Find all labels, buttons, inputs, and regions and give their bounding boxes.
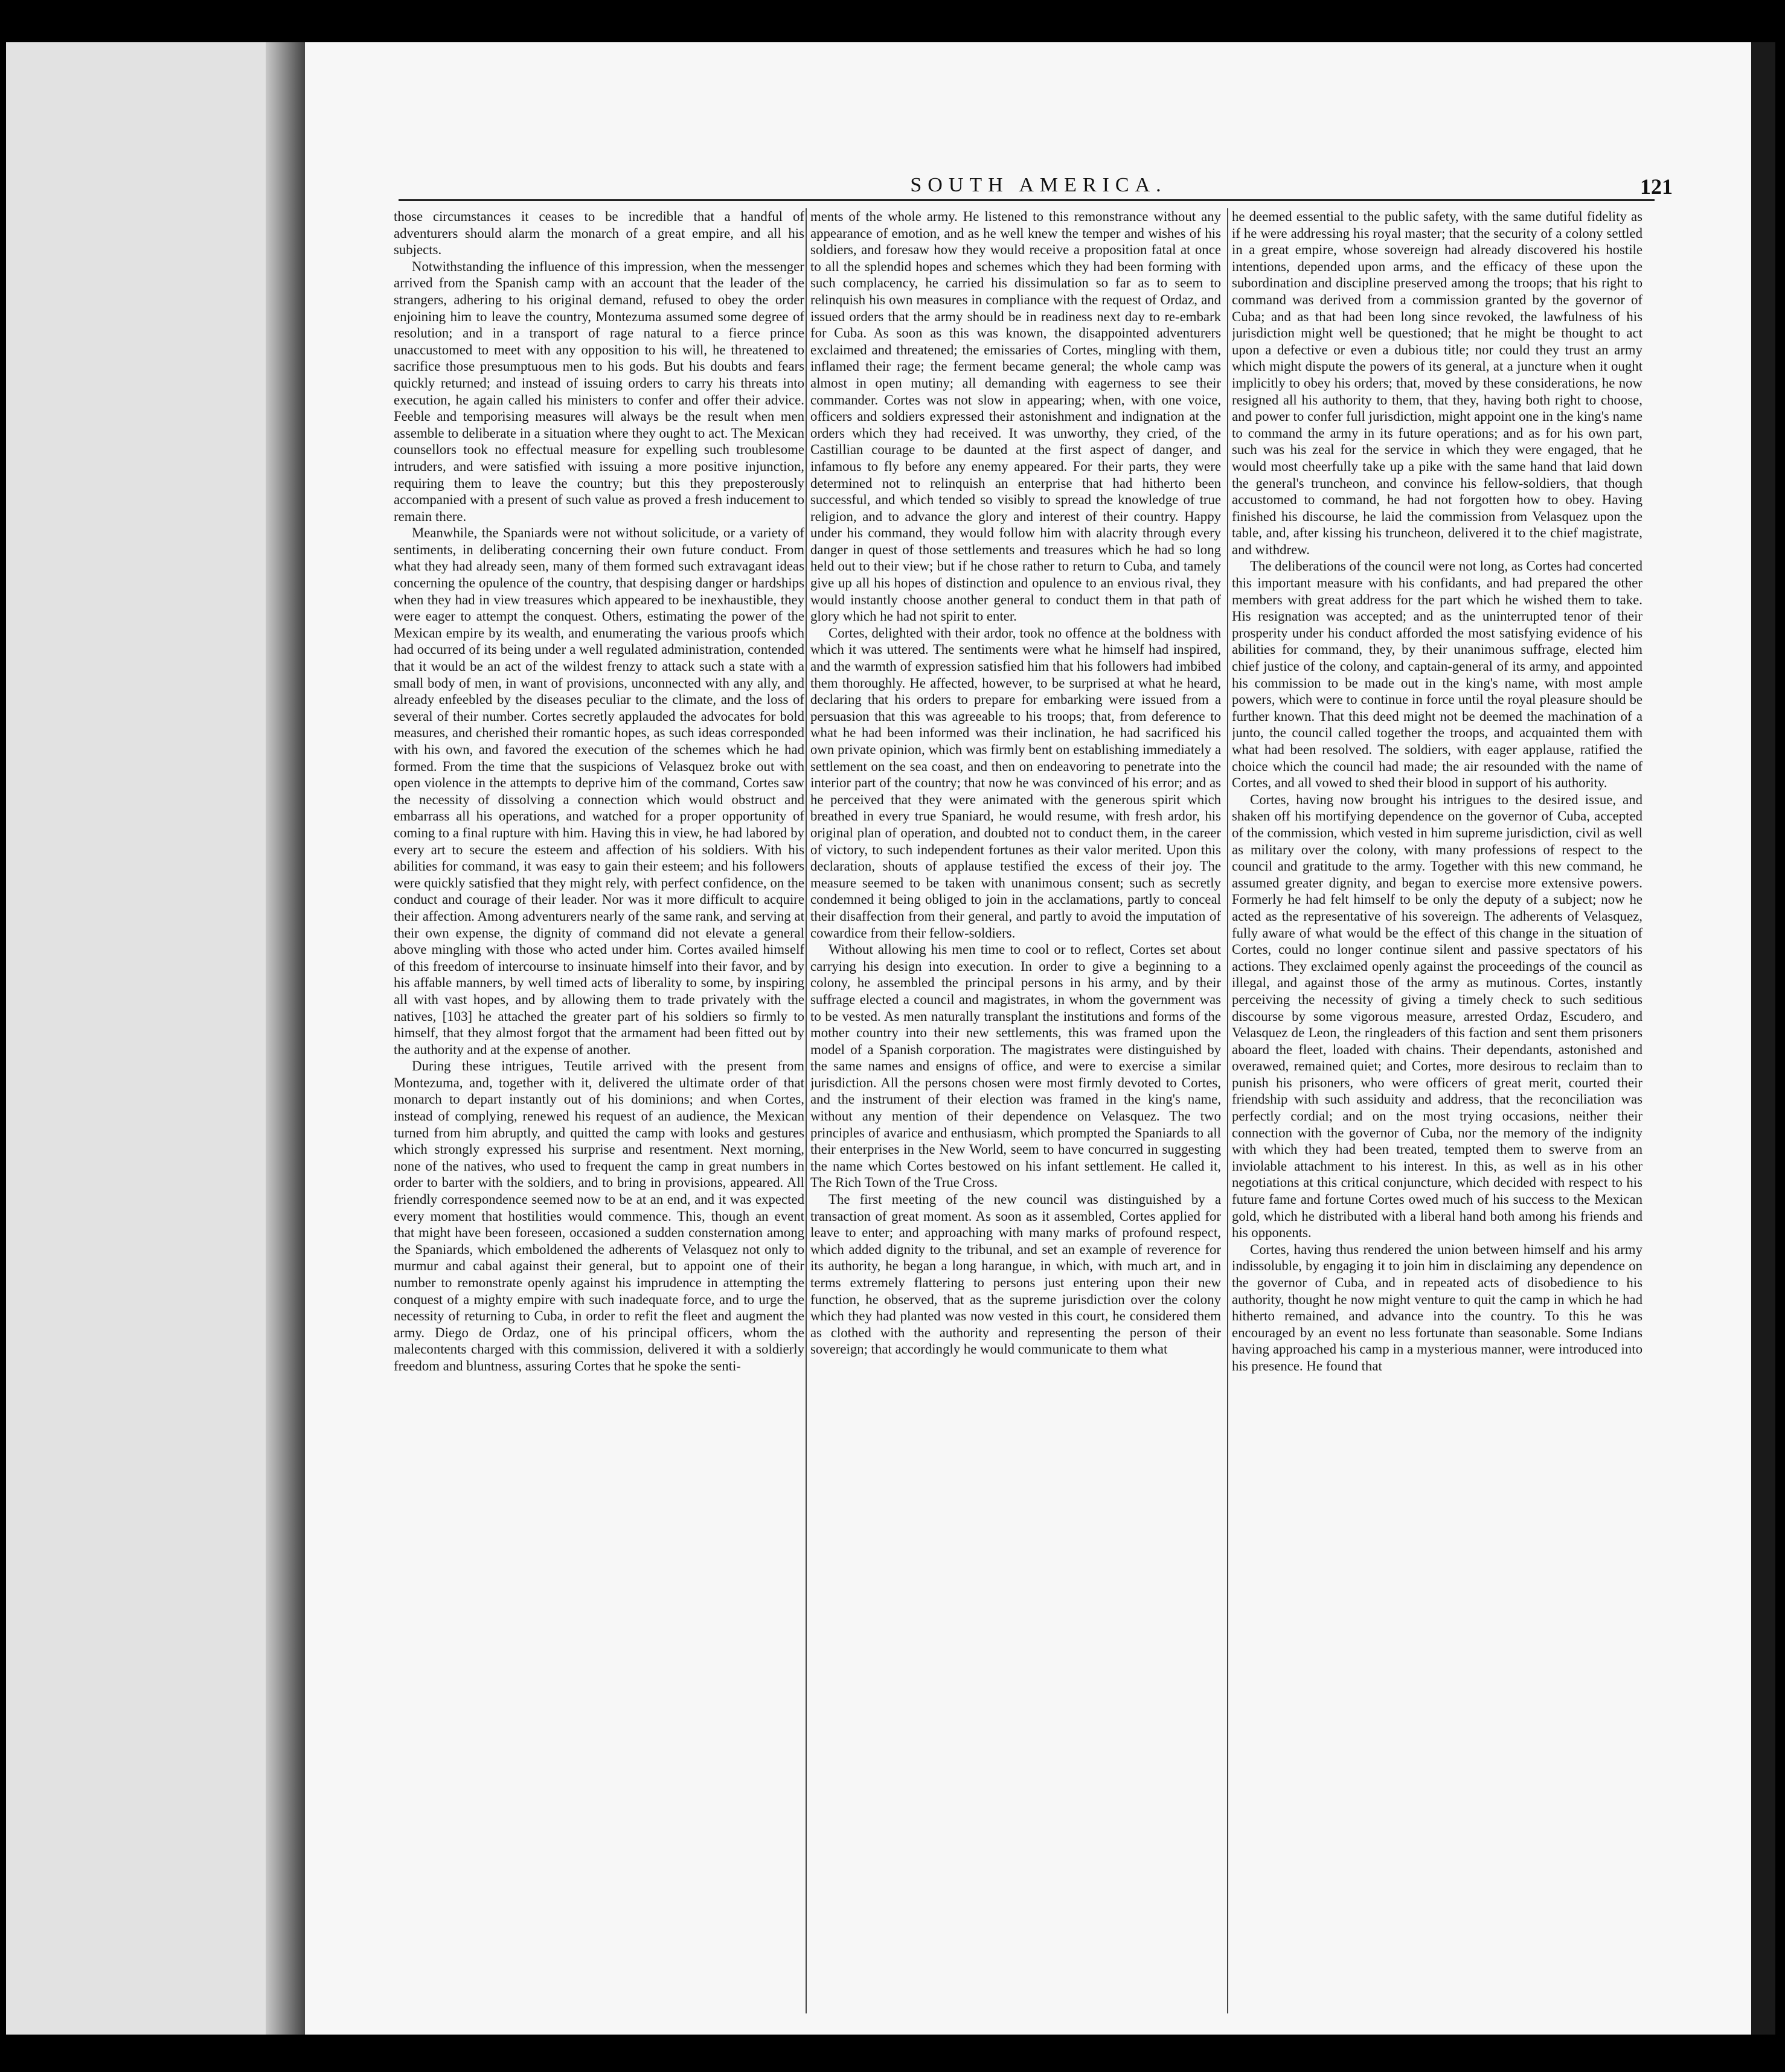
- column-rule: [806, 208, 807, 2013]
- facing-page: [6, 42, 269, 2035]
- column-rule: [1227, 208, 1228, 2013]
- paragraph: Meanwhile, the Spaniards were not without solicitude, or a variety of sentiments, in deliberating concerning their own future conduct. From what they had already seen, many of them formed such extravagant ideas concerning the opulence of the country, that despising danger or hardships when they had in view treasures which appeared to be inexhaustible, they were eager to attempt the conquest. Others, estimating the power of the Mexican empire by its wealth, and enumerating the various proofs which had occurred of its being under a well regulated administration, contended that it would be an act of the wildest frenzy to attack such a state with a small body of men, in want of provisions, unconnected with any ally, and already enfeebled by the diseases peculiar to the climate, and the loss of several of their number. Cortes secretly applauded the advocates for bold measures, and cherished their romantic hopes, as such ideas corresponded with his own, and favored the execution of the schemes which he had formed. From the time that the suspicions of Velasquez broke out with open violence in the attempts to deprive him of the command, Cortes saw the necessity of dissolving a connection which would obstruct and embarrass all his operations, and watched for a proper opportunity of coming to a final rupture with him. Having this in view, he had labored by every art to secure the esteem and affection of his soldiers. With his abilities for command, it was easy to gain their esteem; and his followers were quickly satisfied that they might rely, with perfect confidence, on the conduct and courage of their leader. Nor was it more difficult to acquire their affection. Among adventurers nearly of the same rank, and serving at their own expense, the dignity of command did not elevate a general above mingling with those who acted under him. Cortes availed himself of this freedom of intercourse to insinuate himself into their favor, and by his affable manners, by well timed acts of liberality to some, by inspiring all with vast hopes, and by allowing them to trade privately with the natives, [103] he attached the greater part of his soldiers so firmly to himself, that they almost forgot that the armament had been fitted out by the authority and at the expense of another.: [394, 525, 804, 1057]
- paragraph: Cortes, having thus rendered the union between himself and his army indissoluble, by engaging it to join him in disclaiming any dependence on the governor of Cuba, and in repeated acts of disobedience to his authority, thought he now might venture to quit the camp in which he had hitherto remained, and advance into the country. To this he was encouraged by an event no less fortunate than seasonable. Some Indians having approached his camp in a mysterious manner, were introduced into his presence. He found that: [1232, 1241, 1642, 1373]
- text-column-2: [810, 208, 1221, 2013]
- paragraph: The deliberations of the council were not long, as Cortes had concerted this important measure with his confidants, and had prepared the other members with great address for the part which he wished them to take. His resignation was accepted; and as the uninterrupted tenor of their prosperity under his conduct afforded the most satisfying evidence of his abilities for command, they, by their unanimous suffrage, elected him chief justice of the colony, and captain-general of its army, and appointed his commission to be made out in the king's name, with most ample powers, which were to continue in force until the royal pleasure should be further known. That this deed might not be deemed the machination of a junto, the council called together the troops, and acquainted them with what had been resolved. The soldiers, with eager applause, ratified the choice which the council had made; the air resounded with the name of Cortes, and all vowed to shed their blood in support of his authority.: [1232, 558, 1642, 791]
- paragraph: Notwithstanding the influence of this impression, when the messenger arrived from the Spanish camp with an account that the leader of the strangers, adhering to his original demand, refused to obey the order enjoining him to leave the country, Montezuma assumed some degree of resolution; and in a transport of rage natural to a fierce prince unaccustomed to meet with any opposition to his will, he threatened to sacrifice those presumptuous men to his gods. But his doubts and fears quickly returned; and instead of issuing orders to carry his threats into execution, he again called his ministers to confer and offer their advice. Feeble and temporising measures will always be the result when men assemble to deliberate in a situation where they ought to act. The Mexican counsellors took no effectual measure for expelling such troublesome intruders, and were satisfied with issuing a more positive injunction, requiring them to leave the country; but this they preposterously accompanied with a present of such value as proved a fresh inducement to remain there.: [394, 258, 804, 524]
- paragraph: Without allowing his men time to cool or to reflect, Cortes set about carrying his design into execution. In order to give a beginning to a colony, he assembled the principal persons in his army, and by their suffrage elected a council and magistrates, in whom the government was to be vested. As men naturally transplant the institutions and forms of the mother country into their new settlements, this was framed upon the model of a Spanish corporation. The magistrates were distinguished by the same names and ensigns of office, and were to exercise a similar jurisdiction. All the persons chosen were most firmly devoted to Cortes, and the instrument of their election was framed in the king's name, without any mention of their dependence on Velasquez. The two principles of avarice and enthusiasm, which prompted the Spaniards to all their enterprises in the New World, seem to have concurred in suggesting the name which Cortes bestowed on his infant settlement. He called it, The Rich Town of the True Cross.: [810, 942, 1221, 1191]
- paragraph: The first meeting of the new council was distinguished by a transaction of great moment. As soon as it assembled, Cortes applied for leave to enter; and approaching with many marks of profound respect, which added dignity to the tribunal, and set an example of reverence for its authority, he began a long harangue, in which, with much art, and in terms extremely flattering to persons just entering upon their new function, he observed, that as the supreme jurisdiction over the colony which they had planted was now vested in this court, he considered them as clothed with the authority and representing the person of their sovereign; that accordingly he would communicate to them what: [810, 1192, 1221, 1357]
- paragraph: he deemed essential to the public safety, with the same dutiful fidelity as if he were addressing his royal master; that the security of a colony settled in a great empire, whose sovereign had already discovered his hostile intentions, depended upon arms, and the efficacy of these upon the subordination and discipline preserved among the troops; that his right to command was derived from a commission granted by the governor of Cuba; and as that had been long since revoked, the lawfulness of his jurisdiction might well be questioned; that he might be thought to act upon a defective or even a dubious title; nor could they trust an army which might dispute the powers of its general, at a juncture when it ought implicitly to obey his orders; that, moved by these considerations, he now resigned all his authority to them, that they, having both right to choose, and power to confer full jurisdiction, might appoint one in the king's name to command the army in its future operations; and as for his own part, such was his zeal for the service in which they were engaged, that he would most cheerfully take up a pike with the same hand that laid down the general's truncheon, and convince his fellow-soldiers, that though accustomed to command, he had not forgotten how to obey. Having finished his discourse, he laid the commission from Velasquez upon the table, and, after kissing his truncheon, delivered it to the chief magistrate, and withdrew.: [1232, 209, 1642, 557]
- paragraph: During these intrigues, Teutile arrived with the present from Montezuma, and, together with it, delivered the ultimate order of that monarch to depart instantly out of his dominions; and when Cortes, instead of complying, renewed his request of an audience, the Mexican turned from him abruptly, and quitted the camp with looks and gestures which strongly expressed his surprise and resentment. Next morning, none of the natives, who used to frequent the camp in great numbers in order to barter with the soldiers, and to bring in provisions, appeared. All friendly correspondence seemed now to be at an end, and it was expected every moment that hostilities would commence. This, though an event that might have been foreseen, occasioned a sudden consternation among the Spaniards, which emboldened the adherents of Velasquez not only to murmur and cabal against their general, but to appoint one of their number to remonstrate openly against his imprudence in attempting the conquest of a mighty empire with such inadequate force, and to urge the necessity of returning to Cuba, in order to refit the fleet and augment the army. Diego de Ordaz, one of his principal officers, whom the malecontents charged with this commission, delivered it with a soldierly freedom and bluntness, assuring Cortes that he spoke the senti-: [394, 1058, 804, 1373]
- page-edge: [1751, 42, 1775, 2035]
- running-title: SOUTH AMERICA.: [910, 174, 1167, 196]
- paragraph: Cortes, having now brought his intrigues to the desired issue, and shaken off his mortifying dependence on the governor of Cuba, accepted of the commission, which vested in him supreme jurisdiction, civil as well as military over the colony, with many professions of respect to the council and gratitude to the army. Together with this new command, he assumed greater dignity, and began to exercise more extensive powers. Formerly he had felt himself to be only the deputy of a subject; now he acted as the representative of his sovereign. The adherents of Velasquez, fully aware of what would be the effect of this change in the situation of Cortes, could no longer continue silent and passive spectators of his actions. They exclaimed openly against the proceedings of the council as illegal, and against those of the army as mutinous. Cortes, instantly perceiving the necessity of giving a timely check to such seditious discourse by some vigorous measure, arrested Ordaz, Escudero, and Velasquez de Leon, the ringleaders of this faction and sent them prisoners aboard the fleet, loaded with chains. Their dependants, astonished and overawed, remained quiet; and Cortes, more desirous to reclaim than to punish his prisoners, who were officers of great merit, courted their friendship with such assiduity and address, that the reconciliation was perfectly cordial; and on the most trying occasions, neither their connection with the governor of Cuba, nor the memory of the indignity with which they had been treated, tempted them to swerve from an inviolable attachment to his interest. In this, as well as in his other negotiations at this critical conjuncture, which decided with respect to his future fame and fortune Cortes owed much of his success to the Mexican gold, which he distributed with a liberal hand both among his friends and his opponents.: [1232, 791, 1642, 1241]
- page-number: 121: [1640, 174, 1673, 199]
- book-gutter: [266, 42, 308, 2035]
- running-head: [423, 174, 1673, 210]
- text-column-1: [394, 208, 804, 2013]
- paragraph: those circumstances it ceases to be incredible that a handful of adventurers should alarm the monarch of a great empire, and all his subjects.: [394, 209, 804, 258]
- paragraph: ments of the whole army. He listened to this remonstrance without any appearance of emotion, and as he well knew the temper and wishes of his soldiers, and foresaw how they would receive a proposition fatal at once to all the splendid hopes and schemes which they had been forming with such complacency, he carried his dissimulation so far as to seem to relinquish his own measures in compliance with the request of Ordaz, and issued orders that the army should be in readiness next day to re-embark for Cuba. As soon as this was known, the disappointed adventurers exclaimed and threatened; the emissaries of Cortes, mingling with them, inflamed their rage; the ferment became general; the whole camp was almost in open mutiny; all demanding with eagerness to see their commander. Cortes was not slow in appearing; when, with one voice, officers and soldiers expressed their astonishment and indignation at the orders which they had received. It was unworthy, they cried, of the Castillian courage to be daunted at the first aspect of danger, and infamous to fly before any enemy appeared. For their parts, they were determined not to relinquish an enterprise that had hitherto been successful, and which tended so visibly to spread the knowledge of true religion, and to advance the glory and interest of their country. Happy under his command, they would follow him with alacrity through every danger in quest of those settlements and treasures which he had so long held out to their view; but if he chose rather to return to Cuba, and tamely give up all his hopes of distinction and opulence to an envious rival, they would instantly choose another general to conduct them in that path of glory which he had not spirit to enter.: [810, 209, 1221, 624]
- header-rule: [399, 199, 1655, 201]
- text-column-3: [1232, 208, 1642, 2013]
- paragraph: Cortes, delighted with their ardor, took no offence at the boldness with which it was uttered. The sentiments were what he himself had inspired, and the warmth of expression satisfied him that his followers had imbibed them thoroughly. He affected, however, to be surprised at what he heard, declaring that his orders to prepare for embarking were issued from a persuasion that this was agreeable to his troops; that, from deference to what he had been informed was their inclination, he had sacrificed his own private opinion, which was firmly bent on establishing immediately a settlement on the sea coast, and then on endeavoring to penetrate into the interior part of the country; that now he was convinced of his error; and as he perceived that they were animated with the generous spirit which breathed in every true Spaniard, he would resume, with fresh ardor, his original plan of operation, and doubted not to conduct them, in the career of victory, to such independent fortunes as their valor merited. Upon this declaration, shouts of applause testified the excess of their joy. The measure seemed to be taken with unanimous consent; such as secretly condemned it being obliged to join in the acclamations, partly to conceal their disaffection from their general, and partly to avoid the imputation of cowardice from their fellow-soldiers.: [810, 625, 1221, 941]
